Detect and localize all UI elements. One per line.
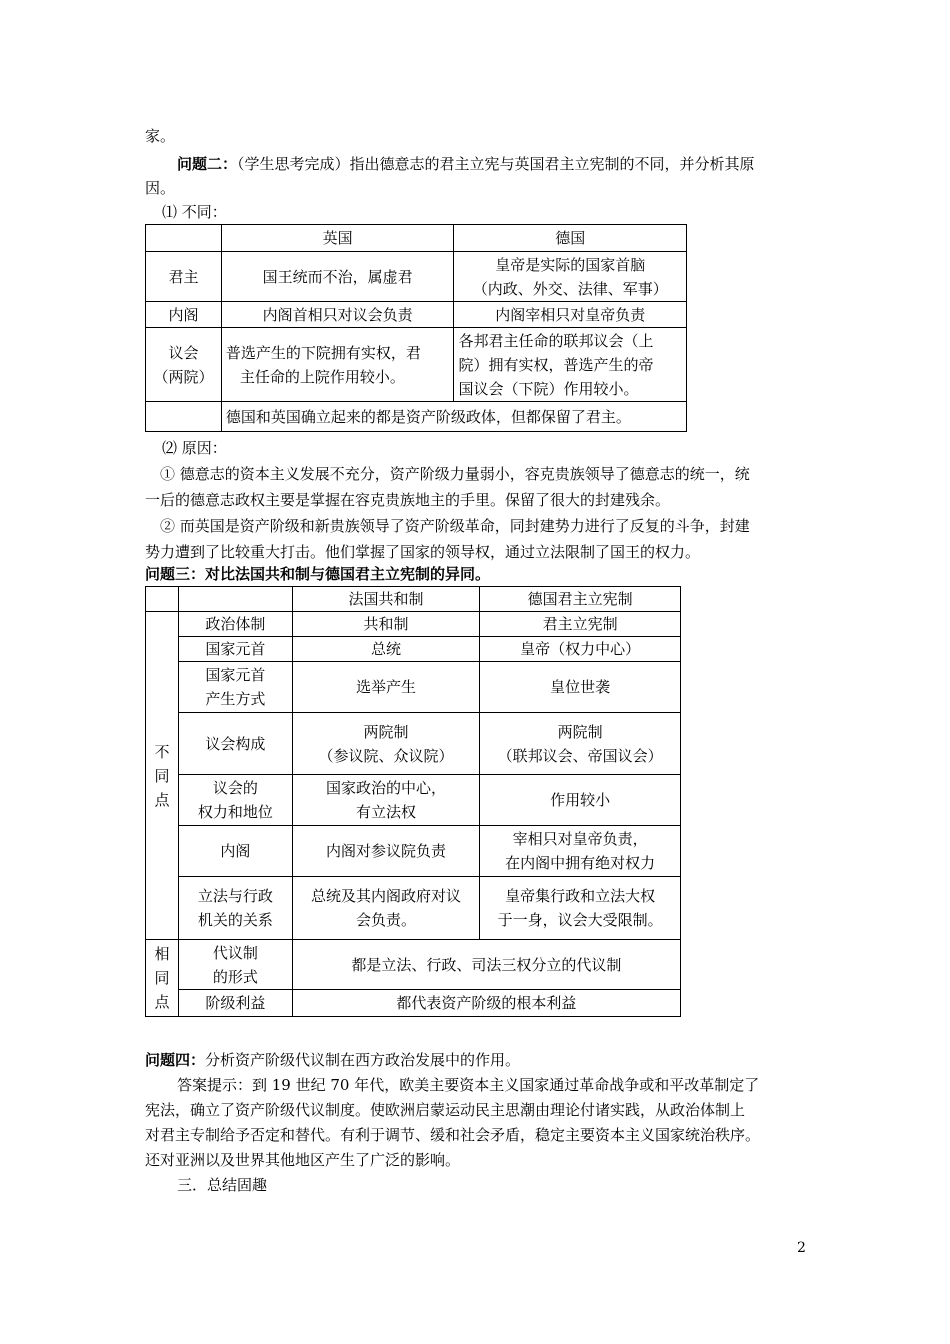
table-cell: 国王统而不治，属虚君	[221, 252, 454, 302]
table-cell: 作用较小	[480, 775, 681, 826]
text-line: ① 德意志的资本主义发展不充分，资产阶级力量弱小，容克贵族领导了德意志的统一，统	[160, 465, 750, 483]
question-2-label: 问题二：	[177, 155, 238, 173]
table-header-cell: 德国	[454, 225, 687, 252]
table-cell: 共和制	[292, 612, 480, 637]
table-cell: 君主立宪制	[480, 612, 681, 637]
table-cell	[292, 877, 480, 940]
question-3-heading: 问题三：对比法国共和制与德国君主立宪制的异同。	[145, 565, 491, 583]
row-label	[146, 328, 222, 402]
text-line: 宪法，确立了资产阶级代议制度。使欧洲启蒙运动民主思潮由理论付诸实践，从政治体制上	[145, 1101, 746, 1119]
text-line: 势力遭到了比较重大打击。他们掌握了国家的领导权，通过立法限制了国王的权力。	[145, 543, 701, 561]
cell-line: 宰相只对皇帝负责，	[512, 830, 648, 848]
table-cell: 都是立法、行政、司法三权分立的代议制	[292, 940, 680, 990]
table-cell: 皇帝（权力中心）	[480, 637, 681, 662]
cell-line: 普选产生的下院拥有实权，君	[225, 343, 421, 362]
table-cell	[480, 877, 681, 940]
row-label: 政治体制	[178, 612, 292, 637]
table-cell: 内阁对参议院负责	[292, 826, 480, 877]
table-header-cell: 德国君主立宪制	[480, 587, 681, 612]
table-cell	[480, 826, 681, 877]
section-heading: 三．总结固趣	[177, 1176, 268, 1194]
cell-line: 院）拥有实权，普选产生的帝	[458, 355, 654, 374]
cell-line: （内政、外交、法律、军事）	[472, 279, 668, 298]
cell-line: 点	[154, 993, 170, 1011]
table-header-cell	[178, 587, 292, 612]
table-cell	[454, 252, 687, 302]
cell-line: 相	[154, 945, 170, 963]
cell-line: 有立法权	[356, 803, 417, 821]
row-label	[178, 940, 292, 990]
table-cell	[292, 713, 480, 775]
text-line: 答案提示：到 19 世纪 70 年代，欧美主要资本主义国家通过革命战争或和平改革制定了	[177, 1076, 760, 1094]
table-header-cell: 法国共和制	[292, 587, 480, 612]
cell-line: 国家政治的中心，	[326, 779, 447, 797]
table-cell: 选举产生	[292, 662, 480, 713]
table-cell	[292, 775, 480, 826]
cell-line: 皇帝是实际的国家首脑	[495, 255, 646, 274]
cell-line: 主任命的上院作用较小。	[239, 367, 405, 386]
cell-line: 各邦君主任命的联邦议会（上	[458, 331, 654, 350]
cell-line: （参议院、众议院）	[318, 746, 454, 765]
table-cell: 德国和英国确立起来的都是资产阶级政体，但都保留了君主。	[221, 402, 686, 432]
cell-line: 点	[154, 790, 170, 809]
difference-label: ⑴ 不同：	[162, 203, 227, 221]
cell-line: 代议制	[212, 943, 258, 962]
cell-line: 议会的	[212, 779, 258, 797]
cell-line: （两院）	[153, 367, 214, 386]
cell-line: 同	[154, 766, 170, 785]
cell-line: 国议会（下院）作用较小。	[458, 379, 639, 398]
table-cell	[454, 328, 687, 402]
cell-line: 立法与行政	[197, 887, 273, 905]
cell-line: 权力和地位	[197, 803, 273, 821]
text-line: 还对亚洲以及世界其他地区产生了广泛的影响。	[145, 1151, 461, 1169]
row-label: 阶级利益	[178, 990, 292, 1017]
cell-line: 两院制	[557, 722, 603, 741]
row-label	[178, 662, 292, 713]
england-germany-table	[145, 224, 687, 432]
table-cell: 内阁宰相只对皇帝负责	[454, 302, 687, 328]
cell-line: 产生方式	[205, 690, 266, 708]
row-label: 内阁	[146, 302, 222, 328]
row-label: 内阁	[178, 826, 292, 877]
question-4-text: 分析资产阶级代议制在西方政治发展中的作用。	[205, 1051, 521, 1069]
table-header-cell: 英国	[221, 225, 454, 252]
cell-line: （联邦议会、帝国议会）	[497, 746, 663, 765]
cell-line: 在内阁中拥有绝对权力	[505, 854, 656, 872]
row-label	[178, 877, 292, 940]
cell-line: 不	[154, 742, 170, 761]
cell-line: 的形式	[212, 967, 258, 986]
row-label	[146, 402, 222, 432]
text-line: 一后的德意志政权主要是掌握在容克贵族地主的手里。保留了很大的封建残余。	[145, 491, 671, 509]
cell-line: 同	[154, 969, 170, 987]
text-line: ② 而英国是资产阶级和新贵族领导了资产阶级革命，同封建势力进行了反复的斗争，封建	[160, 517, 750, 535]
cell-line: 议会	[168, 343, 199, 362]
cell-line: 两院制	[363, 722, 409, 741]
cell-line: 会负责。	[356, 911, 417, 929]
question-4-line	[145, 1048, 810, 1072]
cell-line: 于一身，议会大受限制。	[497, 911, 663, 929]
table-cell: 内阁首相只对议会负责	[221, 302, 454, 328]
cell-line: 机关的关系	[197, 911, 273, 929]
question-2-text: （学生思考完成）指出德意志的君主立宪与英国君主立宪制的不同，并分析其原	[237, 155, 755, 173]
reason-label: ⑵ 原因：	[162, 439, 227, 457]
text-line: 对君主专制给予否定和替代。有利于调节、缓和社会矛盾，稳定主要资本主义国家统治秩序。	[145, 1126, 761, 1144]
row-label: 君主	[146, 252, 222, 302]
page-number: 2	[797, 1240, 806, 1256]
cell-line: 国家元首	[205, 666, 266, 684]
group-label-differences	[146, 612, 179, 940]
question-2-line	[177, 152, 810, 176]
row-label: 议会构成	[178, 713, 292, 775]
row-label	[178, 775, 292, 826]
france-germany-table	[145, 586, 681, 1017]
row-label: 国家元首	[178, 637, 292, 662]
cell-line: 总统及其内阁政府对议	[311, 887, 462, 905]
cell-line: 皇帝集行政和立法大权	[505, 887, 656, 905]
question-4-label: 问题四：	[145, 1051, 206, 1069]
text-line: 因。	[145, 179, 176, 197]
table-cell: 皇位世袭	[480, 662, 681, 713]
table-header-cell	[146, 587, 179, 612]
text-line: 家。	[145, 127, 176, 145]
table-cell: 都代表资产阶级的根本利益	[292, 990, 680, 1017]
table-cell	[480, 713, 681, 775]
table-cell	[221, 328, 454, 402]
table-header-cell	[146, 225, 222, 252]
group-label-similarities	[146, 940, 179, 1017]
table-cell: 总统	[292, 637, 480, 662]
